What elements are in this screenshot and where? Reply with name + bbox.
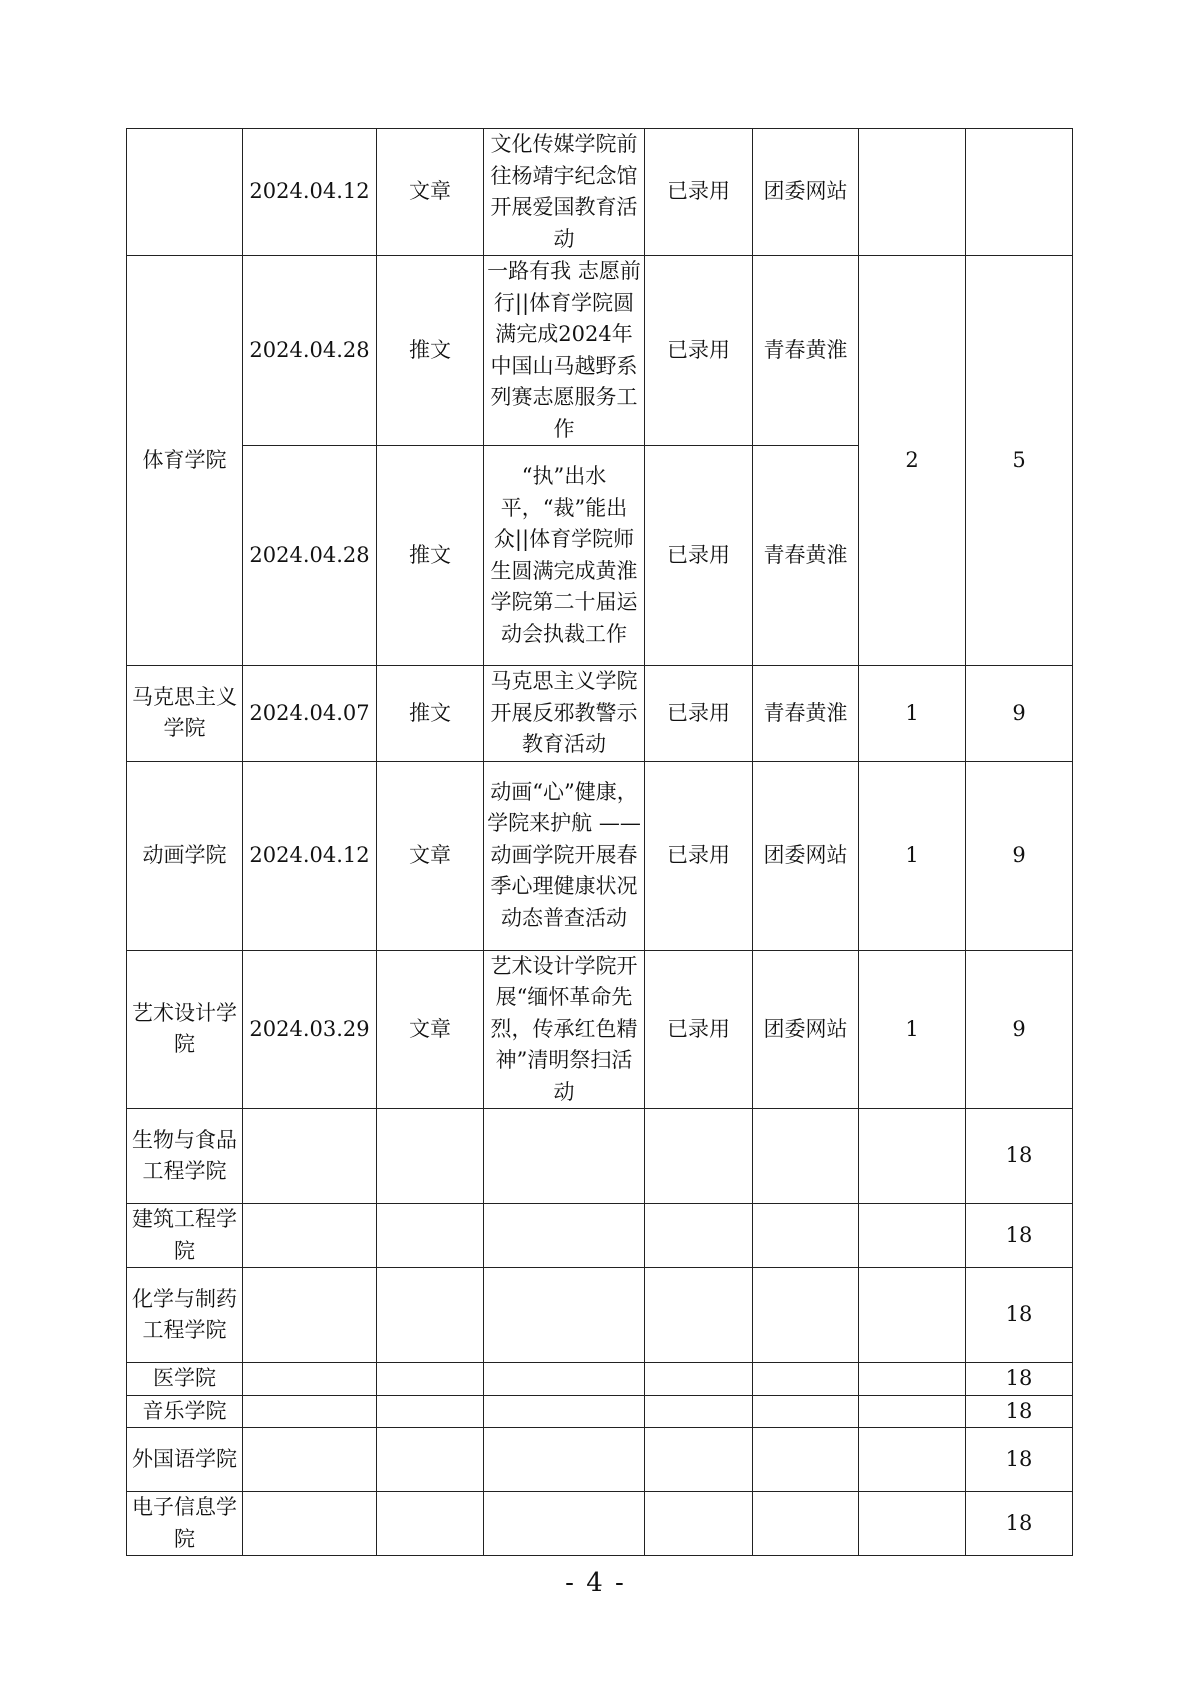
status-cell: 已录用 — [645, 761, 753, 950]
table-row — [127, 1268, 1073, 1363]
table-row — [127, 1204, 1073, 1268]
title-cell: 一路有我 志愿前行||体育学院圆满完成2024年中国山马越野系列赛志愿服务工作 — [484, 256, 645, 446]
platform-cell: 青春黄淮 — [753, 446, 859, 666]
rank-cell: 18 — [966, 1492, 1073, 1556]
date-cell: 2024.04.28 — [243, 256, 377, 446]
rank-cell: 9 — [966, 950, 1073, 1109]
rank-cell: 18 — [966, 1109, 1073, 1204]
platform-cell: 团委网站 — [753, 761, 859, 950]
title-cell: 动画“心”健康，学院来护航 ——动画学院开展春季心理健康状况动态普查活动 — [484, 761, 645, 950]
date-cell: 2024.04.28 — [243, 446, 377, 666]
college-cell: 生物与食品工程学院 — [127, 1109, 243, 1204]
date-cell: 2024.04.07 — [243, 666, 377, 762]
college-cell: 医学院 — [127, 1363, 243, 1396]
platform-cell: 青春黄淮 — [753, 256, 859, 446]
title-cell: 马克思主义学院开展反邪教警示教育活动 — [484, 666, 645, 762]
date-cell: 2024.04.12 — [243, 761, 377, 950]
count-cell: 1 — [859, 950, 966, 1109]
status-cell: 已录用 — [645, 256, 753, 446]
count-cell — [859, 129, 966, 256]
rank-cell: 18 — [966, 1363, 1073, 1396]
title-cell: “执”出水平，“裁”能出众||体育学院师生圆满完成黄淮学院第二十届运动会执裁工作 — [484, 446, 645, 666]
platform-cell: 青春黄淮 — [753, 666, 859, 762]
type-cell: 推文 — [377, 256, 484, 446]
status-cell: 已录用 — [645, 446, 753, 666]
table-row — [127, 1395, 1073, 1428]
table-row — [127, 1492, 1073, 1556]
college-cell: 音乐学院 — [127, 1395, 243, 1428]
title-cell: 艺术设计学院开展“缅怀革命先烈，传承红色精神”清明祭扫活动 — [484, 950, 645, 1109]
college-cell: 动画学院 — [127, 761, 243, 950]
table-row — [127, 761, 1073, 950]
college-cell: 建筑工程学院 — [127, 1204, 243, 1268]
rank-cell — [966, 129, 1073, 256]
college-cell: 体育学院 — [127, 256, 243, 666]
rank-cell: 18 — [966, 1428, 1073, 1492]
college-cell: 艺术设计学院 — [127, 950, 243, 1109]
type-cell: 推文 — [377, 666, 484, 762]
date-cell: 2024.04.12 — [243, 129, 377, 256]
college-cell: 电子信息学院 — [127, 1492, 243, 1556]
rank-cell: 9 — [966, 761, 1073, 950]
rank-cell: 5 — [966, 256, 1073, 666]
platform-cell: 团委网站 — [753, 129, 859, 256]
platform-cell: 团委网站 — [753, 950, 859, 1109]
college-cell: 外国语学院 — [127, 1428, 243, 1492]
table-row — [127, 950, 1073, 1109]
publication-table — [126, 128, 1073, 1556]
college-cell: 化学与制药工程学院 — [127, 1268, 243, 1363]
college-cell — [127, 129, 243, 256]
type-cell: 推文 — [377, 446, 484, 666]
count-cell: 1 — [859, 666, 966, 762]
date-cell: 2024.03.29 — [243, 950, 377, 1109]
status-cell: 已录用 — [645, 950, 753, 1109]
table-row — [127, 1363, 1073, 1396]
table-row — [127, 666, 1073, 762]
status-cell: 已录用 — [645, 666, 753, 762]
count-cell: 1 — [859, 761, 966, 950]
college-cell: 马克思主义学院 — [127, 666, 243, 762]
type-cell: 文章 — [377, 761, 484, 950]
rank-cell: 18 — [966, 1395, 1073, 1428]
page-number: - 4 - — [565, 1568, 626, 1598]
rank-cell: 18 — [966, 1268, 1073, 1363]
table-row — [127, 1109, 1073, 1204]
table-row — [127, 256, 1073, 446]
rank-cell: 9 — [966, 666, 1073, 762]
type-cell: 文章 — [377, 950, 484, 1109]
rank-cell: 18 — [966, 1204, 1073, 1268]
table-row — [127, 1428, 1073, 1492]
table-row — [127, 129, 1073, 256]
title-cell: 文化传媒学院前往杨靖宇纪念馆开展爱国教育活动 — [484, 129, 645, 256]
count-cell: 2 — [859, 256, 966, 666]
type-cell: 文章 — [377, 129, 484, 256]
status-cell: 已录用 — [645, 129, 753, 256]
